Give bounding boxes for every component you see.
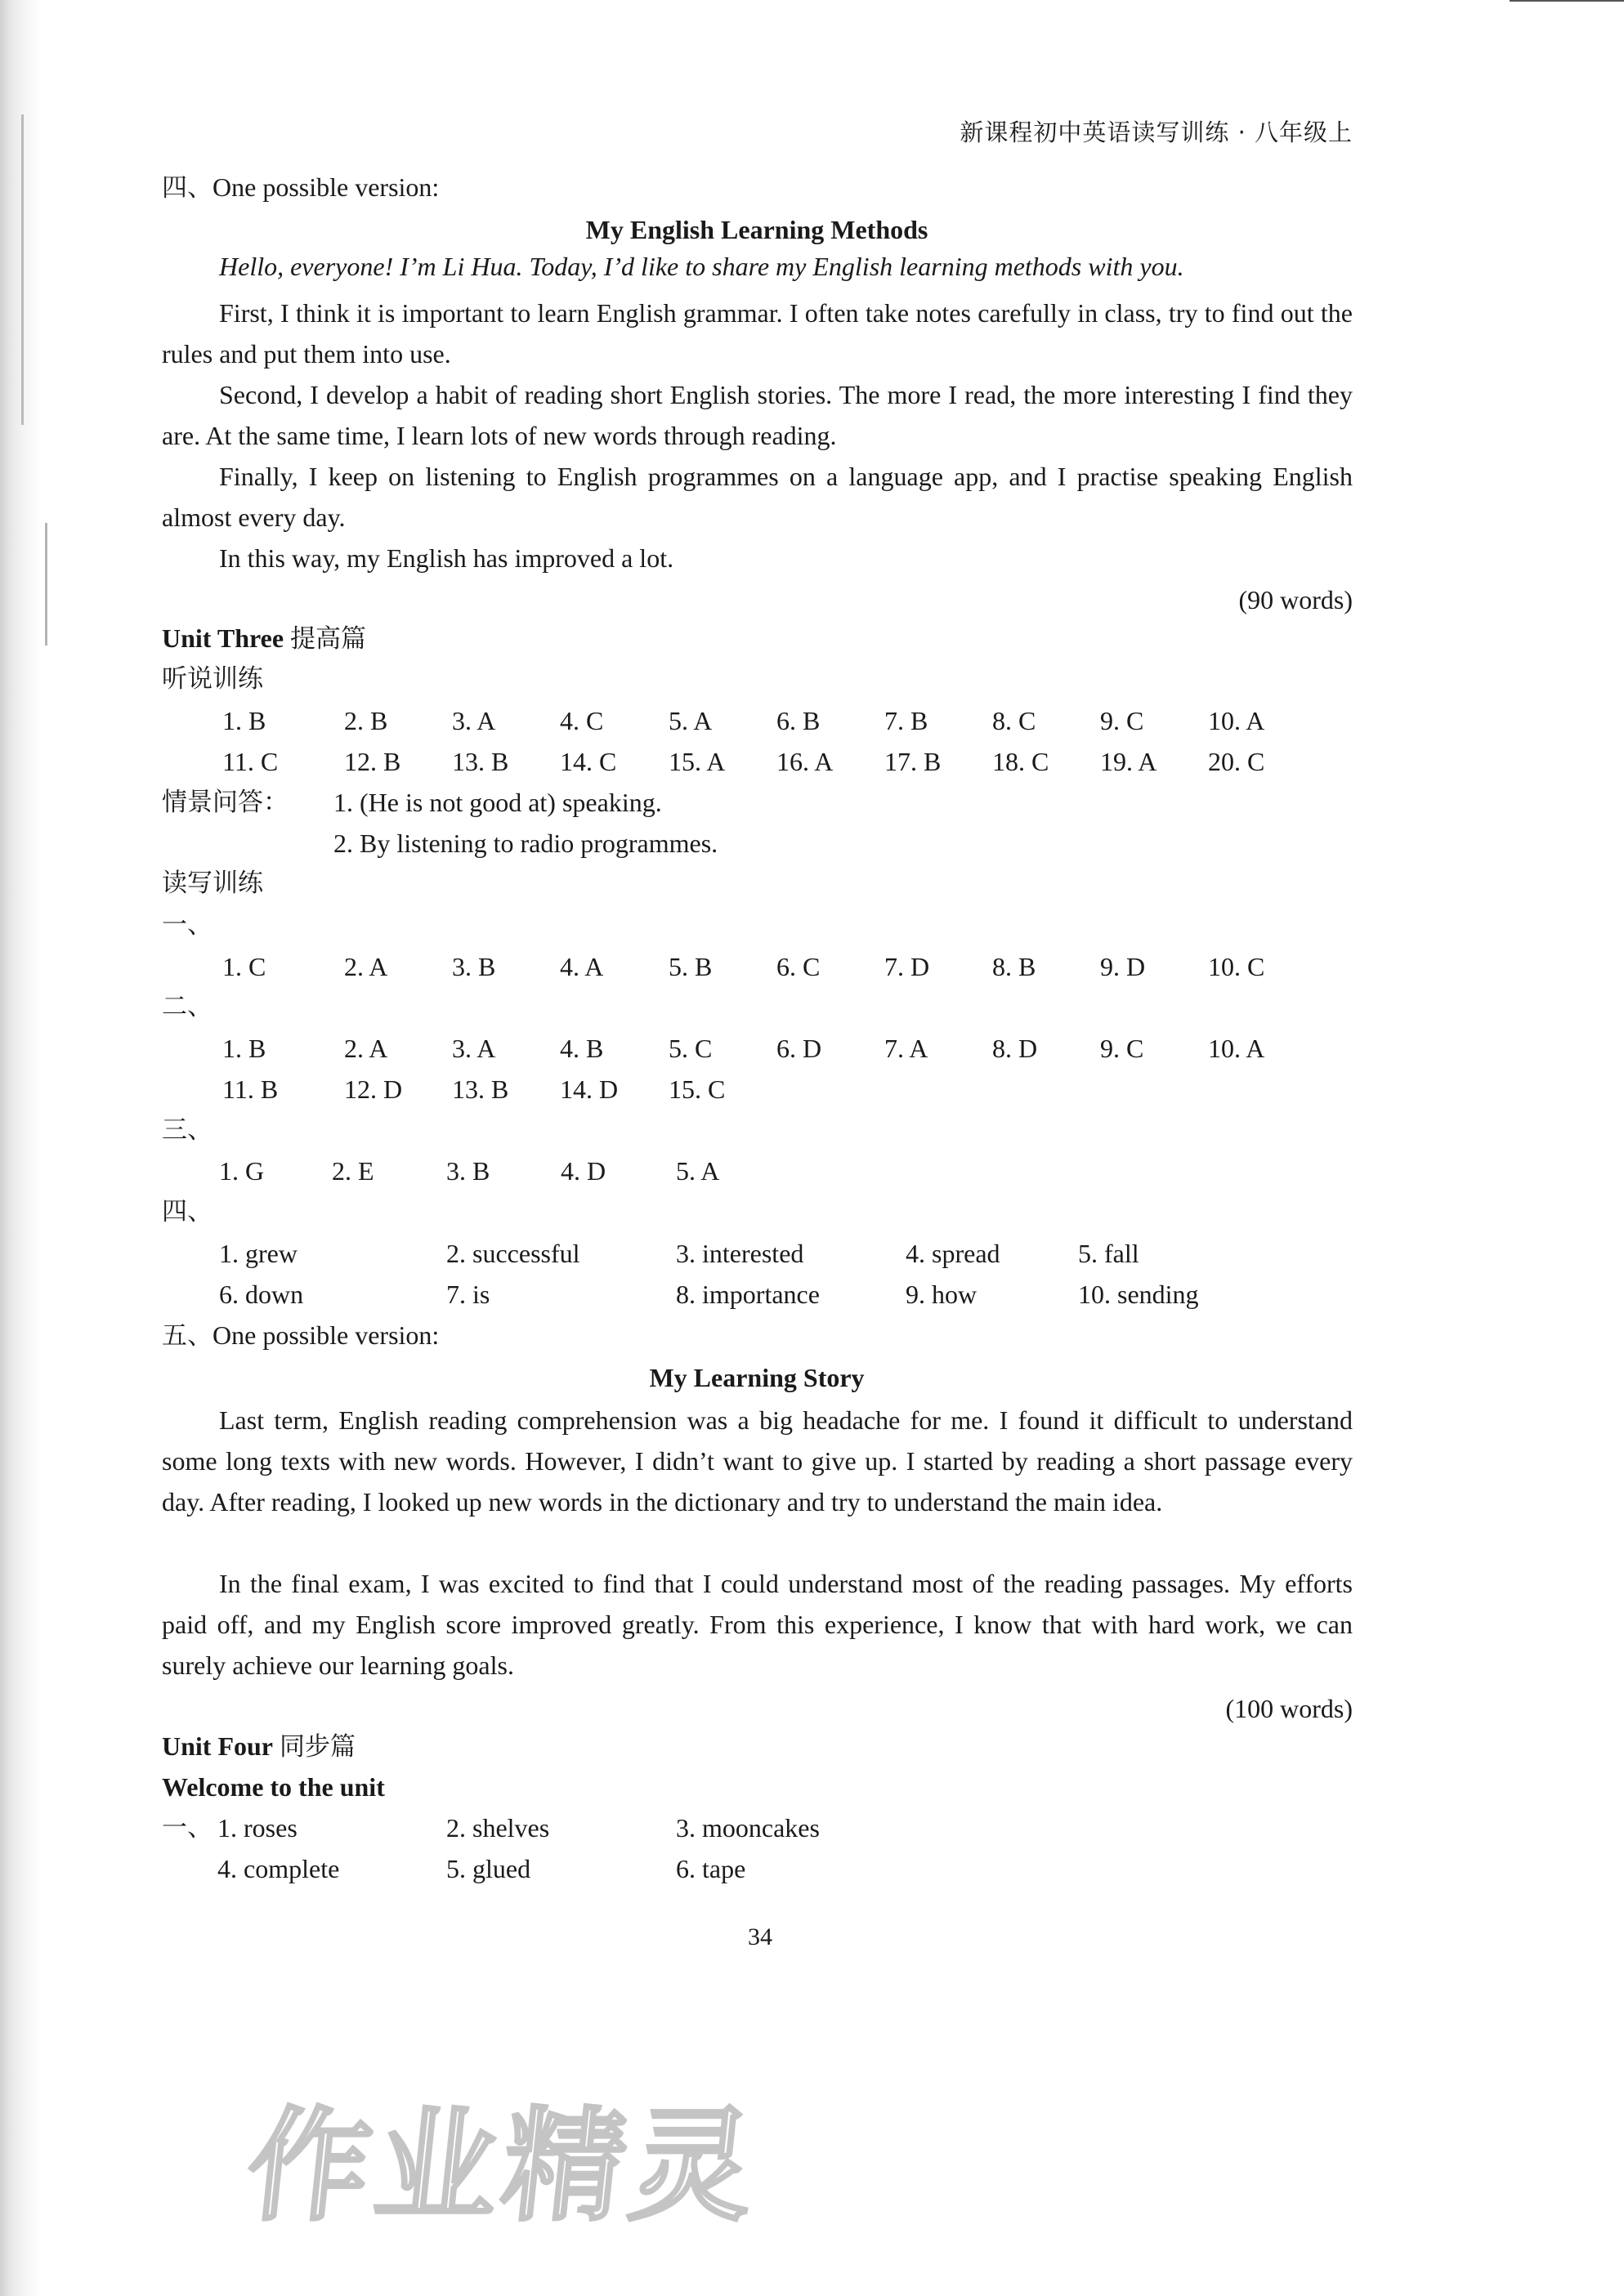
- answer: 7. D: [884, 952, 930, 981]
- unit-title: [162, 622, 366, 655]
- answer: 4. spread: [906, 1239, 1000, 1268]
- essay-paragraph: Second, I develop a habit of reading short English stories. The more I read, the more interesting I find they are. At the same time, I learn lots of new words through reading.: [162, 380, 1353, 450]
- essay-paragraph: Last term, English reading comprehension was a big headache for me. I found it difficult to understand some long texts with new words. However, I didn’t want to give up. I started by reading a short passage every day. After reading, I looked up new words in the dictionary and try to understand the main idea.: [162, 1405, 1353, 1517]
- answer: 5. A: [669, 706, 713, 735]
- listening-label: 听说训练: [162, 664, 263, 694]
- page-header: 新课程初中英语读写训练 · 八年级上: [960, 118, 1353, 146]
- page-number: 34: [748, 1923, 772, 1950]
- answer: 3. B: [452, 952, 496, 981]
- section-intro: One possible version:: [213, 1320, 440, 1350]
- answer: 4. D: [561, 1156, 606, 1186]
- answer: 3. mooncakes: [676, 1813, 820, 1843]
- part-label: 一、: [162, 910, 213, 940]
- part-label: 二、: [162, 992, 213, 1021]
- answer: 1. B: [222, 706, 266, 735]
- answer: 13. B: [452, 747, 509, 776]
- answer: 13. B: [452, 1074, 509, 1104]
- answer: 1. G: [219, 1156, 265, 1186]
- answer: 5. B: [669, 952, 713, 981]
- essay-paragraph: In this way, my English has improved a lot.: [219, 543, 674, 573]
- answer: 15. A: [669, 747, 726, 776]
- answer: 3. interested: [676, 1239, 804, 1268]
- answer: 2. E: [332, 1156, 374, 1186]
- answer: 2. B: [344, 706, 388, 735]
- answer: 11. C: [222, 747, 279, 776]
- situational-answer: 2. By listening to radio programmes.: [333, 829, 718, 858]
- answer: 4. A: [560, 952, 604, 981]
- unit-title: [162, 1730, 356, 1763]
- section-intro: One possible version:: [213, 172, 440, 202]
- section-heading: [162, 1319, 439, 1352]
- answer: 1. C: [222, 952, 266, 981]
- part-label: 三、: [162, 1115, 213, 1145]
- unit-title-en: Unit Three: [162, 623, 284, 653]
- part-label: 一、: [162, 1813, 213, 1843]
- unit-title-cn: 同步篇: [280, 1732, 356, 1762]
- answer: 9. C: [1100, 706, 1144, 735]
- answer: 10. sending: [1078, 1280, 1199, 1309]
- answer: 6. down: [219, 1280, 304, 1309]
- scan-top-line: [1510, 0, 1624, 2]
- scan-edge-mark: [21, 114, 24, 425]
- answer: 8. C: [992, 706, 1036, 735]
- answer: 5. A: [676, 1156, 720, 1186]
- essay-paragraph: First, I think it is important to learn English grammar. I often take notes carefully in class, try to find out the rules and put them into use.: [162, 298, 1353, 369]
- section-label: 四、: [162, 173, 213, 203]
- answer: 9. C: [1100, 1034, 1144, 1063]
- answer: 19. A: [1100, 747, 1157, 776]
- answer: 17. B: [884, 747, 942, 776]
- essay-paragraph: Finally, I keep on listening to English programmes on a language app, and I practise speaking English almost every day.: [162, 462, 1353, 532]
- answer: 18. C: [992, 747, 1049, 776]
- answer: 9. D: [1100, 952, 1146, 981]
- subsection-title: Welcome to the unit: [162, 1772, 385, 1802]
- answer: 4. C: [560, 706, 604, 735]
- unit-title-cn: 提高篇: [290, 624, 367, 654]
- answer: 7. is: [446, 1280, 490, 1309]
- word-count: (90 words): [1238, 585, 1353, 614]
- answer: 1. grew: [219, 1239, 298, 1268]
- answer: 1. roses: [217, 1813, 298, 1843]
- word-count: (100 words): [1225, 1694, 1353, 1723]
- reading-writing-label: 读写训练: [162, 869, 263, 898]
- answer: 8. B: [992, 952, 1036, 981]
- answer: 4. B: [560, 1034, 604, 1063]
- answer: 2. successful: [446, 1239, 580, 1268]
- answer: 3. B: [446, 1156, 490, 1186]
- answer: 14. D: [560, 1074, 619, 1104]
- answer: 20. C: [1208, 747, 1265, 776]
- answer: 16. A: [776, 747, 834, 776]
- answer: 2. A: [344, 952, 388, 981]
- answer: 3. A: [452, 1034, 496, 1063]
- essay-title: My Learning Story: [649, 1363, 865, 1392]
- answer: 6. D: [776, 1034, 822, 1063]
- answer: 6. tape: [676, 1854, 746, 1883]
- answer: 9. how: [906, 1280, 978, 1309]
- essay-title: My English Learning Methods: [585, 215, 928, 244]
- answer: 10. C: [1208, 952, 1265, 981]
- section-heading: [162, 171, 439, 204]
- answer: 12. B: [344, 747, 401, 776]
- answer: 14. C: [560, 747, 617, 776]
- answer: 4. complete: [217, 1854, 340, 1883]
- answer: 5. C: [669, 1034, 713, 1063]
- situational-label: 情景问答：: [162, 788, 289, 817]
- answer: 10. A: [1208, 1034, 1265, 1063]
- answer: 3. A: [452, 706, 496, 735]
- answer: 7. B: [884, 706, 928, 735]
- answer: 12. D: [344, 1074, 403, 1104]
- answer: 7. A: [884, 1034, 928, 1063]
- part-label: 四、: [162, 1197, 213, 1226]
- unit-title-en: Unit Four: [162, 1731, 273, 1761]
- answer: 8. importance: [676, 1280, 820, 1309]
- essay-greeting: Hello, everyone! I’m Li Hua. Today, I’d like to share my English learning methods with you.: [219, 252, 1184, 281]
- answer: 8. D: [992, 1034, 1038, 1063]
- answer: 15. C: [669, 1074, 726, 1104]
- answer: 6. B: [776, 706, 821, 735]
- section-label: 五、: [162, 1321, 213, 1351]
- situational-answer: 1. (He is not good at) speaking.: [333, 788, 662, 817]
- answer: 6. C: [776, 952, 821, 981]
- essay-paragraph: In the final exam, I was excited to find that I could understand most of the reading passages. My efforts paid off, and my English score improved greatly. From this experience, I know that with hard work, we can surely achieve our learning goals.: [162, 1569, 1353, 1680]
- answer: 1. B: [222, 1034, 266, 1063]
- answer: 2. shelves: [446, 1813, 550, 1843]
- scan-edge-mark: [45, 523, 47, 645]
- answer: 2. A: [344, 1034, 388, 1063]
- watermark-logo: 作业精灵: [240, 2096, 766, 2238]
- answer: 5. glued: [446, 1854, 531, 1883]
- answer: 11. B: [222, 1074, 279, 1104]
- answer: 10. A: [1208, 706, 1265, 735]
- answer: 5. fall: [1078, 1239, 1139, 1268]
